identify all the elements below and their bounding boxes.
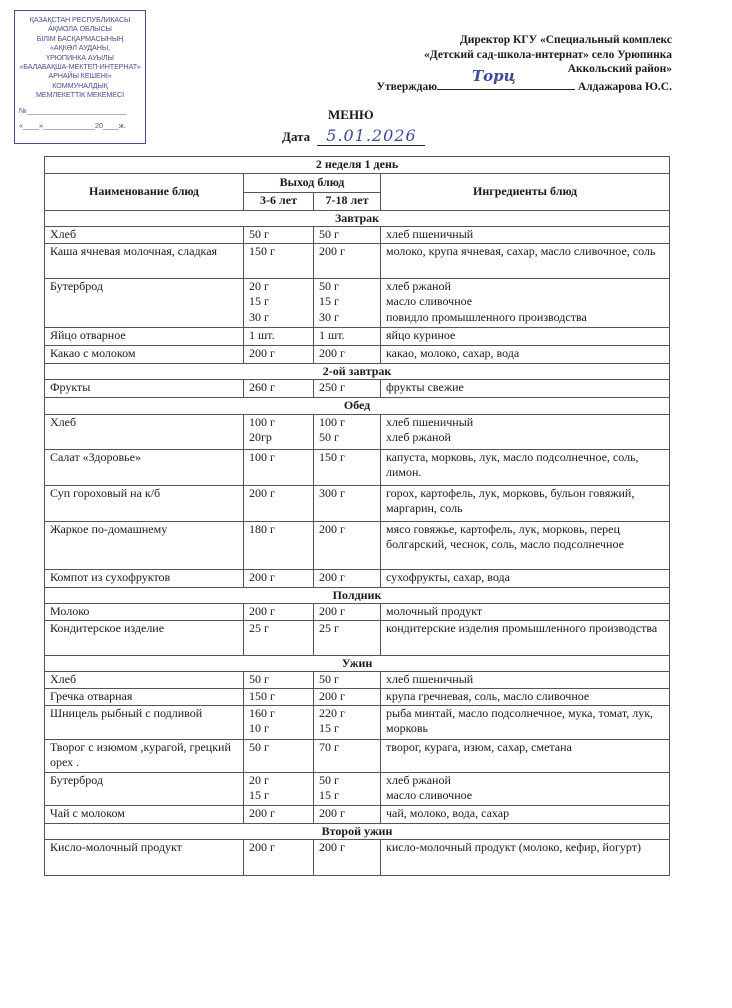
stamp-line: БІЛІМ БАСҚАРМАСЫНЫҢ: [36, 33, 124, 43]
table-row: [45, 772, 670, 805]
portion-3-6-line: 1 шт.: [249, 327, 275, 342]
portion-3-6: [244, 345, 314, 363]
ingredients-line: хлеб ржаной: [386, 772, 451, 787]
ingredients-line: сухофрукты, сахар, вода: [386, 569, 510, 584]
portion-3-6: [244, 688, 314, 705]
table-row: [45, 620, 670, 655]
section-title: 2-ой завтрак: [45, 363, 670, 380]
ingredients: [381, 604, 670, 621]
portion-3-6: [244, 227, 314, 244]
ingredients-line: горох, картофель, лук, морковь, бульон говяжий, маргарин, соль: [386, 485, 635, 515]
signature: Торц: [472, 66, 516, 85]
ingredients: [381, 620, 670, 655]
dish-name: Фрукты: [45, 380, 244, 398]
portion-7-18: [314, 345, 381, 363]
ingredients-line: какао, молоко, сахар, вода: [386, 345, 520, 360]
section-title: Второй ужин: [45, 823, 670, 840]
portion-3-6: [244, 521, 314, 569]
portion-7-18-line: 50 г: [319, 772, 339, 787]
section-title: Завтрак: [45, 210, 670, 227]
portion-3-6-line: 25 г: [249, 620, 269, 635]
ingredients: [381, 414, 670, 449]
portion-7-18-line: 200 г: [319, 688, 345, 703]
section-header-row: [45, 398, 670, 415]
portion-7-18-line: 200 г: [319, 840, 345, 854]
section-header-row: [45, 210, 670, 227]
portion-7-18-line: 15 г: [319, 721, 339, 735]
signature-line: [437, 66, 575, 90]
portion-7-18-line: 200 г: [319, 805, 345, 820]
table-row: [45, 521, 670, 569]
portion-3-6-line: 150 г: [249, 688, 275, 703]
portion-3-6-line: 180 г: [249, 521, 275, 536]
portion-7-18: [314, 604, 381, 621]
portion-7-18-line: 50 г: [319, 672, 339, 686]
dish-name: Гречка отварная: [45, 688, 244, 705]
portion-3-6-line: 200 г: [249, 840, 275, 854]
portion-3-6-line: 50 г: [249, 227, 269, 241]
director-name: Алдажарова Ю.С.: [577, 80, 672, 93]
dish-name: Бутерброд: [45, 772, 244, 805]
ingredients-line: масло сливочное: [386, 294, 473, 308]
stamp-line: АҚМОЛА ОБЛЫСЫ: [48, 24, 112, 34]
ingredients-line: хлеб пшеничный: [386, 414, 474, 429]
table-row: [45, 380, 670, 398]
table-row: [45, 327, 670, 345]
ingredients: [381, 705, 670, 739]
portion-3-6-line: 200 г: [249, 604, 275, 618]
portion-7-18-line: 30 г: [319, 309, 339, 324]
portion-3-6: [244, 739, 314, 772]
stamp-line: МЕМЛЕКЕТТІК МЕКЕМЕСІ: [36, 90, 124, 100]
approval-line-3: Аккольский район»: [567, 63, 672, 75]
dish-name: Хлеб: [45, 672, 244, 689]
portion-3-6-line: 50 г: [249, 672, 269, 686]
ingredients: [381, 840, 670, 876]
header-dish: Наименование блюд: [45, 173, 244, 210]
portion-7-18-line: 200 г: [319, 521, 345, 536]
official-stamp: [14, 10, 146, 144]
portion-7-18-line: 15 г: [319, 788, 339, 802]
ingredients: [381, 672, 670, 689]
table-row: [45, 485, 670, 521]
portion-3-6-line: 20гр: [249, 430, 272, 444]
portion-7-18: [314, 380, 381, 398]
portion-7-18-line: 100 г: [319, 414, 345, 429]
portion-7-18: [314, 672, 381, 689]
ingredients: [381, 449, 670, 485]
table-row: [45, 705, 670, 739]
dish-name: Хлеб: [45, 227, 244, 244]
portion-3-6-line: 10 г: [249, 721, 269, 735]
table-row: [45, 688, 670, 705]
portion-7-18: [314, 414, 381, 449]
portion-7-18-line: 220 г: [319, 705, 345, 720]
table-row: [45, 278, 670, 327]
portion-7-18: [314, 449, 381, 485]
portion-7-18: [314, 485, 381, 521]
stamp-line: ҮРЮПИНКА АУЫЛЫ: [46, 52, 114, 62]
date-label: Дата: [282, 129, 311, 144]
dish-name: Кисло-молочный продукт: [45, 840, 244, 876]
portion-3-6: [244, 672, 314, 689]
dish-name: Суп гороховый на к/б: [45, 485, 244, 521]
ingredients-line: рыба минтай, масло подсолнечное, мука, томат, лук, морковь: [386, 705, 654, 735]
table-row: [45, 345, 670, 363]
ingredients-line: крупа гречневая, соль, масло сливочное: [386, 688, 590, 703]
header-output: Выход блюд: [244, 173, 381, 192]
dish-name: Каша ячневая молочная, сладкая: [45, 243, 244, 278]
dish-name: Яйцо отварное: [45, 327, 244, 345]
ingredients-line: капуста, морковь, лук, масло подсолнечное, соль, лимон.: [386, 449, 639, 479]
approval-line-2: «Детский сад-школа-интернат» село Урюпинка: [424, 48, 672, 61]
portion-7-18-line: 200 г: [319, 604, 345, 618]
portion-3-6-line: 200 г: [249, 345, 275, 360]
stamp-date: «____»_____________20____ж.: [19, 121, 126, 131]
dish-name: Кондитерское изделие: [45, 620, 244, 655]
table-row: [45, 243, 670, 278]
portion-3-6: [244, 840, 314, 876]
portion-7-18-line: 300 г: [319, 485, 345, 500]
portion-7-18: [314, 620, 381, 655]
portion-3-6: [244, 805, 314, 823]
ingredients-line: кондитерские изделия промышленного производства: [386, 620, 658, 635]
header-ingredients: Ингредиенты блюд: [381, 173, 670, 210]
ingredients: [381, 688, 670, 705]
dish-name: Хлеб: [45, 414, 244, 449]
section-header-row: [45, 823, 670, 840]
period-header: 2 неделя 1 день: [45, 157, 670, 174]
table-row: [45, 739, 670, 772]
header-age-3-6: 3-6 лет: [244, 192, 314, 210]
portion-7-18-line: 150 г: [319, 449, 345, 464]
dish-name: Чай с молоком: [45, 805, 244, 823]
portion-7-18-line: 1 шт.: [319, 327, 345, 342]
portion-3-6-line: 100 г: [249, 449, 275, 464]
ingredients-line: масло сливочное: [386, 788, 473, 802]
portion-7-18-line: 200 г: [319, 345, 345, 360]
portion-3-6: [244, 414, 314, 449]
menu-body: [45, 210, 670, 876]
portion-3-6: [244, 569, 314, 587]
portion-3-6-line: 200 г: [249, 569, 275, 584]
portion-3-6: [244, 604, 314, 621]
portion-7-18: [314, 739, 381, 772]
ingredients: [381, 345, 670, 363]
ingredients: [381, 569, 670, 587]
ingredients: [381, 739, 670, 772]
dish-name: Жаркое по-домашнему: [45, 521, 244, 569]
stamp-number: №_________________________: [19, 105, 127, 115]
ingredients: [381, 227, 670, 244]
portion-3-6: [244, 327, 314, 345]
portion-7-18-line: 250 г: [319, 380, 345, 394]
ingredients-line: молочный продукт: [386, 604, 483, 618]
ingredients: [381, 243, 670, 278]
ingredients: [381, 485, 670, 521]
table-row: [45, 569, 670, 587]
portion-7-18: [314, 327, 381, 345]
portion-3-6-line: 260 г: [249, 380, 275, 394]
ingredients-line: яйцо куриное: [386, 327, 456, 342]
ingredients: [381, 521, 670, 569]
portion-3-6-line: 200 г: [249, 805, 275, 820]
portion-7-18-line: 25 г: [319, 620, 339, 635]
portion-7-18: [314, 227, 381, 244]
portion-3-6-line: 20 г: [249, 278, 269, 293]
stamp-line: «АҚКӨЛ АУДАНЫ,: [49, 43, 110, 53]
table-row: [45, 414, 670, 449]
portion-3-6-line: 200 г: [249, 485, 275, 500]
section-title: Полдник: [45, 587, 670, 604]
portion-7-18: [314, 705, 381, 739]
portion-7-18: [314, 243, 381, 278]
section-header-row: [45, 655, 670, 672]
ingredients: [381, 805, 670, 823]
ingredients: [381, 772, 670, 805]
portion-7-18: [314, 805, 381, 823]
dish-name: Молоко: [45, 604, 244, 621]
portion-7-18-line: 50 г: [319, 227, 339, 241]
section-header-row: [45, 363, 670, 380]
dish-name: Шницель рыбный с подливой: [45, 705, 244, 739]
portion-3-6: [244, 380, 314, 398]
table-row: [45, 449, 670, 485]
dish-name: Бутерброд: [45, 278, 244, 327]
header-age-7-18: 7-18 лет: [314, 192, 381, 210]
dish-name: Творог с изюмом ,курагой, грецкий орех .: [45, 739, 244, 772]
approval-line-1: Директор КГУ «Специальный комплекс: [459, 34, 672, 46]
table-row: [45, 227, 670, 244]
portion-7-18: [314, 521, 381, 569]
section-header-row: [45, 587, 670, 604]
menu-table: [44, 156, 670, 876]
portion-3-6: [244, 243, 314, 278]
table-row: [45, 672, 670, 689]
portion-3-6-line: 150 г: [249, 243, 275, 258]
portion-3-6: [244, 705, 314, 739]
portion-7-18: [314, 688, 381, 705]
ingredients-line: чай, молоко, вода, сахар: [386, 805, 510, 820]
ingredients-line: кисло-молочный продукт (молоко, кефир, йогурт): [386, 840, 641, 854]
approve-label: Утверждаю: [376, 80, 437, 93]
portion-7-18-line: 15 г: [319, 294, 339, 308]
table-row: [45, 805, 670, 823]
ingredients: [381, 380, 670, 398]
portion-3-6: [244, 485, 314, 521]
ingredients-line: хлеб пшеничный: [386, 672, 474, 686]
portion-3-6-line: 100 г: [249, 414, 275, 429]
portion-3-6: [244, 278, 314, 327]
stamp-line: АРНАЙЫ КЕШЕНІ»: [48, 71, 112, 81]
table-row: [45, 840, 670, 876]
portion-7-18-line: 70 г: [319, 739, 339, 754]
ingredients-line: творог, курага, изюм, сахар, сметана: [386, 739, 572, 754]
stamp-line: КОММУНАЛДЫҚ: [52, 80, 108, 90]
portion-3-6: [244, 772, 314, 805]
portion-3-6-line: 15 г: [249, 788, 269, 802]
dish-name: Салат «Здоровье»: [45, 449, 244, 485]
section-title: Обед: [45, 398, 670, 415]
dish-name: Компот из сухофруктов: [45, 569, 244, 587]
stamp-line: «БАЛАБАҚША-МЕКТЕП-ИНТЕРНАТ»: [19, 62, 141, 72]
portion-7-18-line: 200 г: [319, 243, 345, 258]
date-line: [282, 126, 425, 146]
ingredients: [381, 278, 670, 327]
portion-7-18-line: 50 г: [319, 278, 339, 293]
portion-3-6-line: 15 г: [249, 294, 269, 308]
portion-7-18: [314, 569, 381, 587]
page-title: МЕНЮ: [328, 107, 374, 122]
table-row: [45, 604, 670, 621]
portion-3-6: [244, 449, 314, 485]
portion-3-6: [244, 620, 314, 655]
portion-3-6-line: 50 г: [249, 739, 269, 754]
portion-7-18-line: 50 г: [319, 430, 339, 444]
ingredients-line: молоко, крупа ячневая, сахар, масло сливочное, соль: [386, 243, 656, 258]
portion-7-18: [314, 772, 381, 805]
date-value: 5.01.2026: [317, 126, 425, 146]
portion-3-6-line: 160 г: [249, 705, 275, 720]
approval-block: [377, 33, 673, 94]
portion-7-18: [314, 278, 381, 327]
portion-3-6-line: 20 г: [249, 772, 269, 787]
ingredients-line: фрукты свежие: [386, 380, 464, 394]
section-title: Ужин: [45, 655, 670, 672]
dish-name: Какао с молоком: [45, 345, 244, 363]
portion-7-18: [314, 840, 381, 876]
portion-7-18-line: 200 г: [319, 569, 345, 584]
stamp-line: ҚАЗАҚСТАН РЕСПУБЛИКАСЫ: [29, 15, 131, 24]
ingredients-line: хлеб ржаной: [386, 430, 451, 444]
ingredients-line: мясо говяжье, картофель, лук, морковь, перец болгарский, чеснок, соль, масло подсолнечное: [386, 521, 624, 551]
ingredients: [381, 327, 670, 345]
ingredients-line: хлеб пшеничный: [386, 227, 474, 241]
ingredients-line: повидло промышленного производства: [386, 309, 587, 324]
ingredients-line: хлеб ржаной: [386, 278, 451, 293]
portion-3-6-line: 30 г: [249, 309, 269, 324]
